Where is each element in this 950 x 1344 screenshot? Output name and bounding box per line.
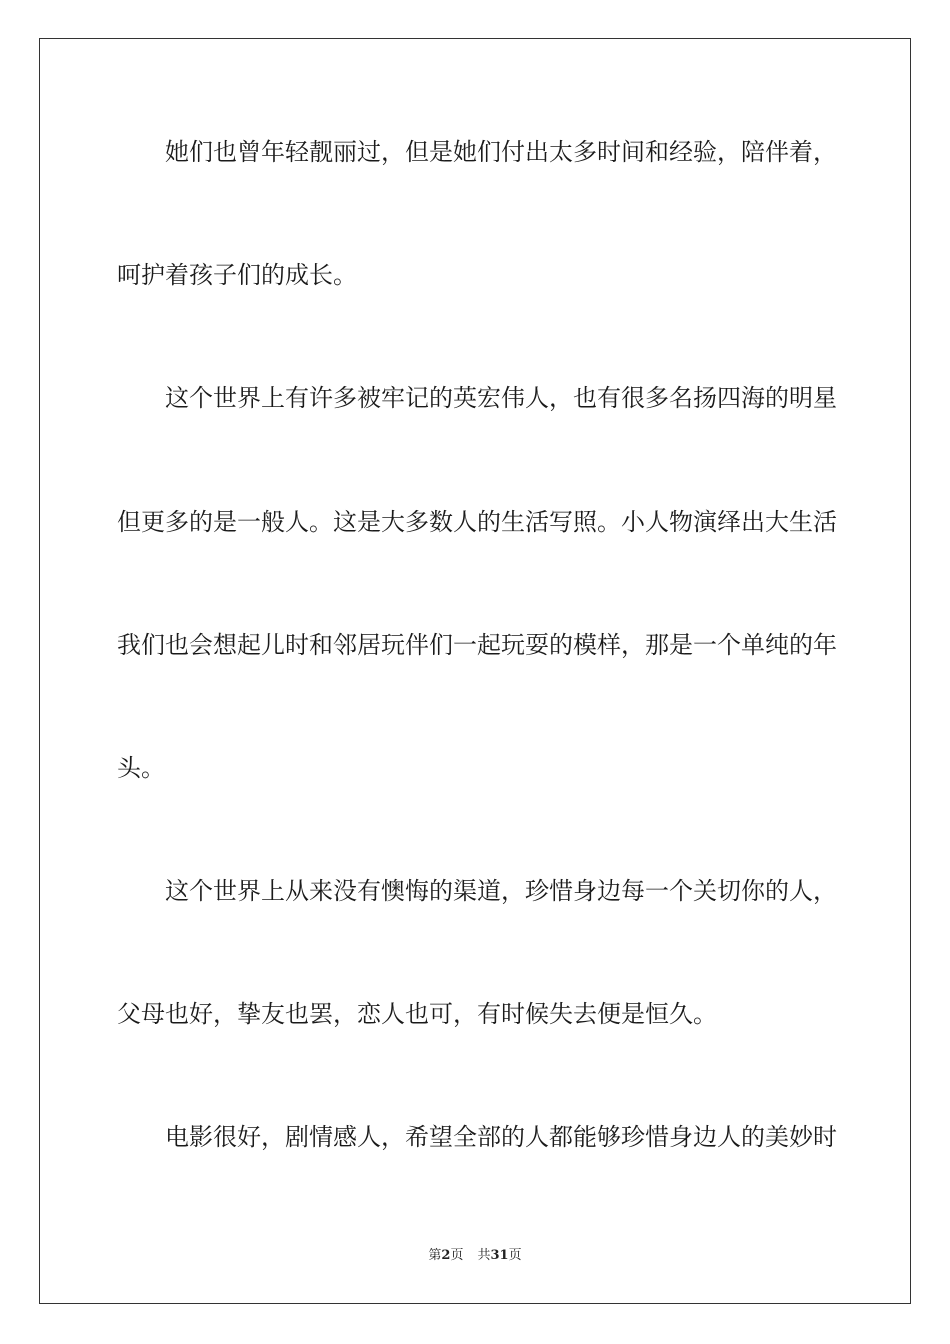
page-total: 31	[490, 1248, 509, 1263]
paragraph-line: 父母也好，挚友也罢，恋人也可，有时候失去便是恒久。	[117, 1000, 717, 1028]
total-prefix: 共	[477, 1248, 491, 1263]
page-border	[39, 38, 911, 1304]
total-suffix: 页	[508, 1248, 522, 1263]
paragraph-line: 这个世界上从来没有懊悔的渠道，珍惜身边每一个关切你的人，	[165, 877, 837, 905]
paragraph-line: 呵护着孩子们的成长。	[117, 261, 357, 289]
paragraph-line: 她们也曾年轻靓丽过，但是她们付出太多时间和经验，陪伴着，	[165, 138, 837, 166]
paragraph-line: 这个世界上有许多被牢记的英宏伟人，也有很多名扬四海的明星	[165, 384, 837, 412]
page-suffix: 页	[450, 1248, 464, 1263]
page-footer	[0, 1247, 950, 1265]
paragraph-line: 但更多的是一般人。这是大多数人的生活写照。小人物演绎出大生活	[117, 508, 837, 536]
paragraph-line: 我们也会想起儿时和邻居玩伴们一起玩耍的模样，那是一个单纯的年	[117, 631, 837, 659]
page-prefix: 第	[428, 1248, 442, 1263]
paragraph-line: 电影很好，剧情感人，希望全部的人都能够珍惜身边人的美妙时	[165, 1123, 837, 1151]
page-current: 2	[441, 1248, 451, 1263]
paragraph-line: 头。	[117, 754, 165, 782]
